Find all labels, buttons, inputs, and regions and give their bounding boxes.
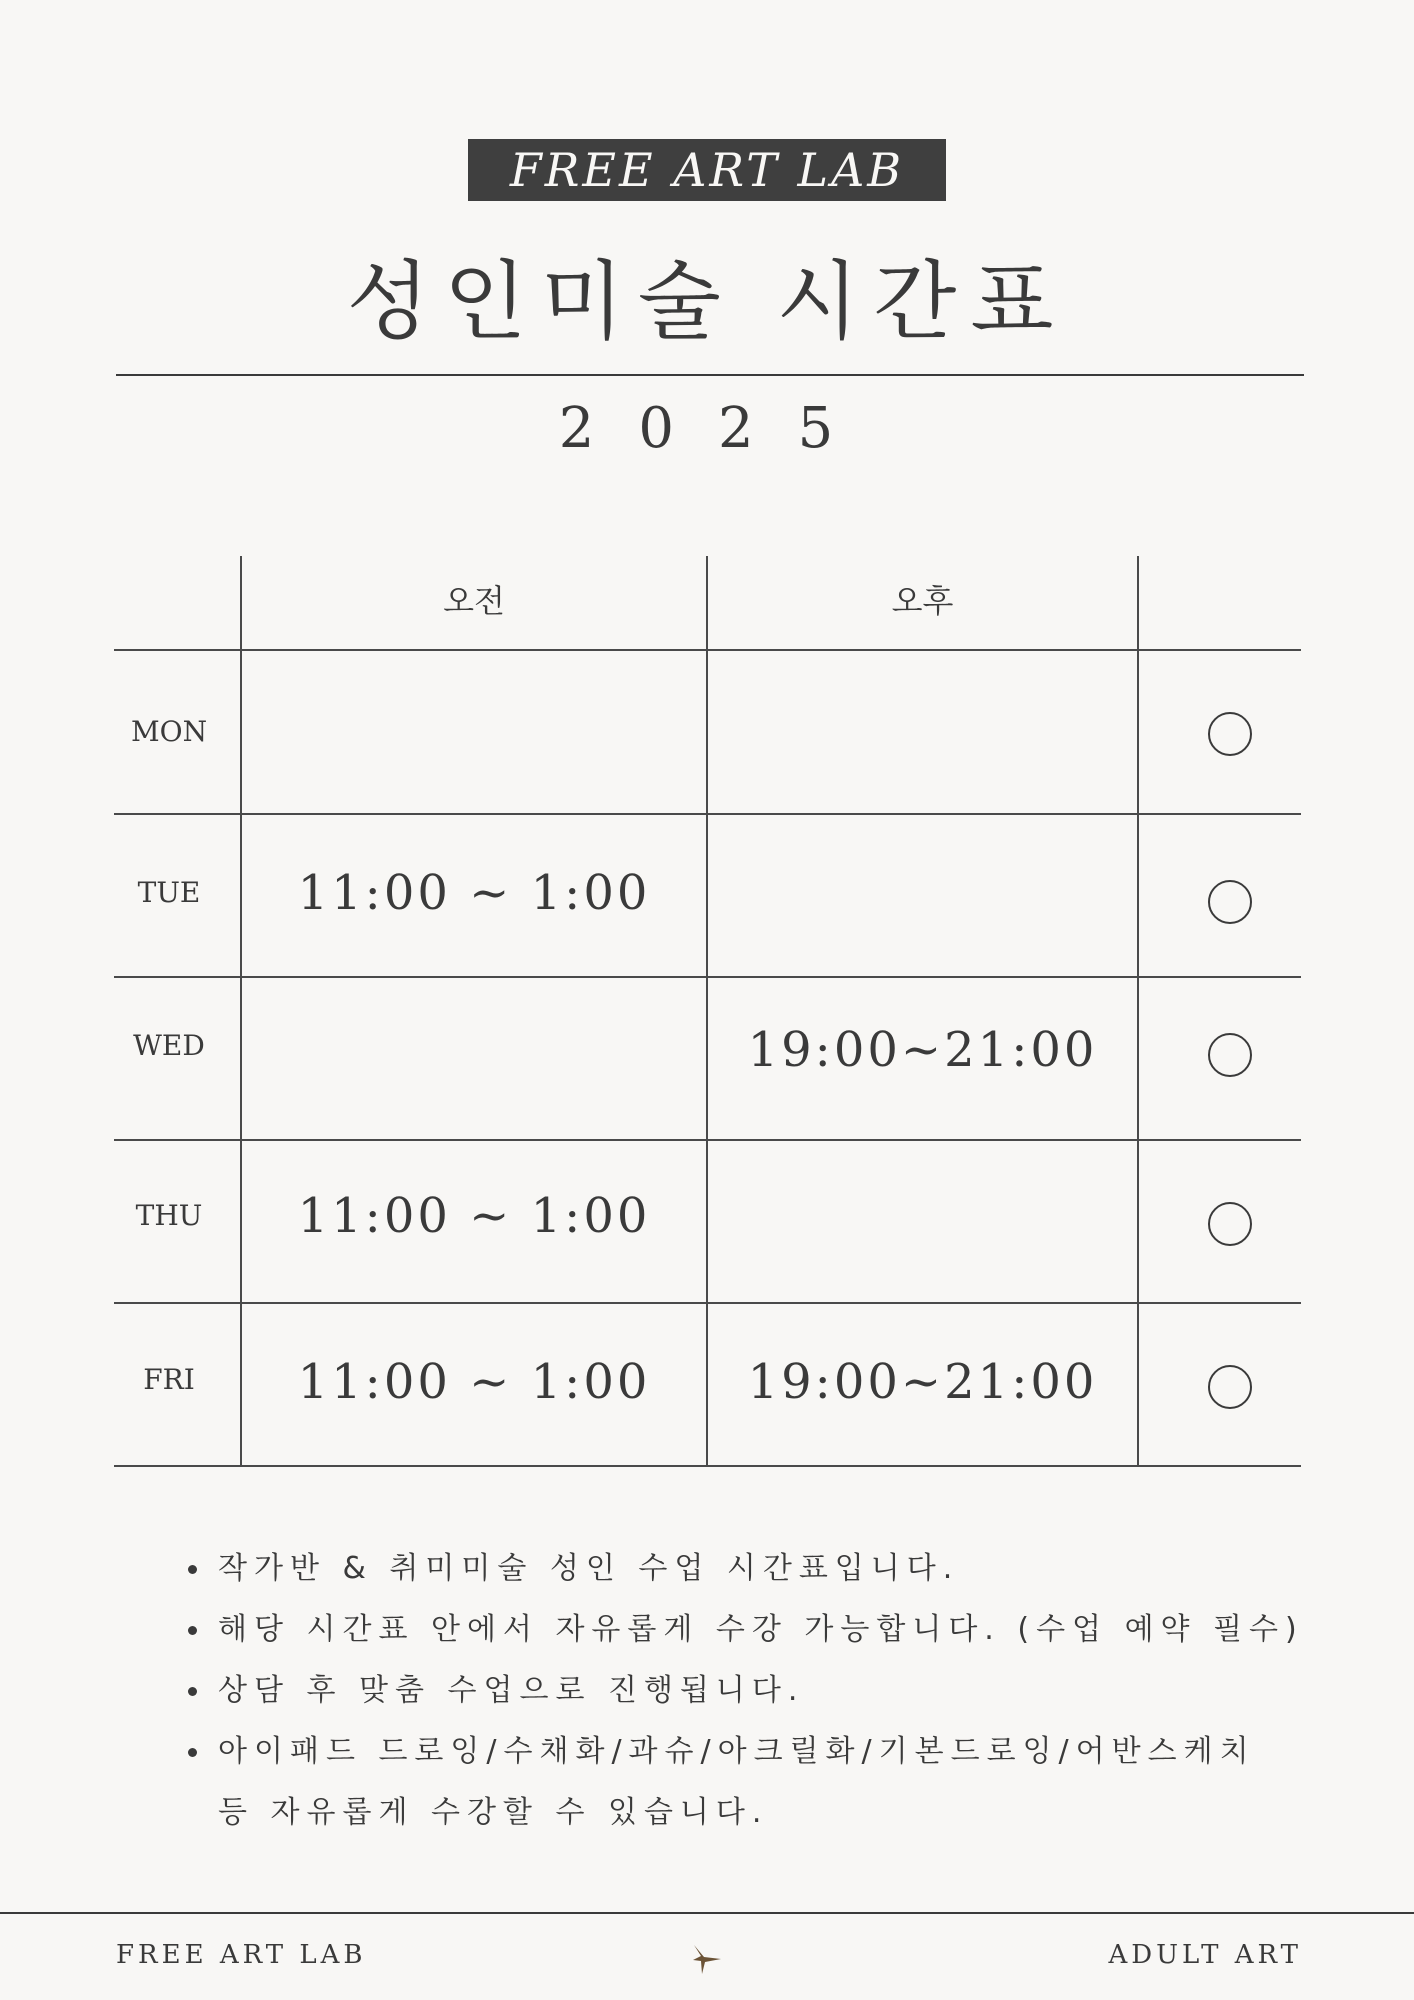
footer-tag: ADULT ART [1108, 1940, 1302, 1970]
time-slot: 19:00~21:00 [747, 1354, 1098, 1410]
checkbox-circle[interactable] [1208, 712, 1252, 756]
list-item: 작가반 & 취미미술 성인 수업 시간표입니다. [188, 1538, 1308, 1599]
time-slot: 11:00 ~ 1:00 [297, 865, 651, 921]
table-divider [1137, 556, 1139, 1466]
table-divider [240, 556, 242, 1466]
divider [116, 374, 1304, 376]
checkbox-circle[interactable] [1208, 880, 1252, 924]
divider [0, 1912, 1414, 1914]
list-item: 해당 시간표 안에서 자유롭게 수강 가능합니다. (수업 예약 필수) [188, 1599, 1308, 1660]
day-label: FRI [143, 1363, 195, 1396]
day-label: MON [130, 715, 208, 748]
page-title: 성인미술 시간표 [346, 252, 1068, 352]
day-label: TUE [137, 876, 201, 909]
column-header-afternoon: 오후 [891, 582, 954, 620]
brand-label: FREE ART LAB [468, 139, 946, 201]
day-label: THU [135, 1199, 203, 1232]
time-slot: 11:00 ~ 1:00 [297, 1188, 651, 1244]
footer-brand: FREE ART LAB [116, 1940, 367, 1970]
sparkle-icon [690, 1942, 724, 1976]
checkbox-circle[interactable] [1208, 1033, 1252, 1077]
list-item: 상담 후 맞춤 수업으로 진행됩니다. [188, 1660, 1308, 1721]
time-slot: 11:00 ~ 1:00 [297, 1354, 651, 1410]
day-label: WED [133, 1029, 205, 1062]
checkbox-circle[interactable] [1208, 1365, 1252, 1409]
checkbox-circle[interactable] [1208, 1202, 1252, 1246]
column-header-morning: 오전 [443, 582, 505, 620]
time-slot: 19:00~21:00 [747, 1022, 1098, 1078]
notes-list [188, 1538, 1308, 1843]
table-divider [706, 556, 708, 1466]
list-item: 아이패드 드로잉/수채화/과슈/아크릴화/기본드로잉/어반스케치 등 자유롭게 수강할 수 있습니다. [188, 1721, 1308, 1843]
year: 2025 [558, 396, 878, 461]
